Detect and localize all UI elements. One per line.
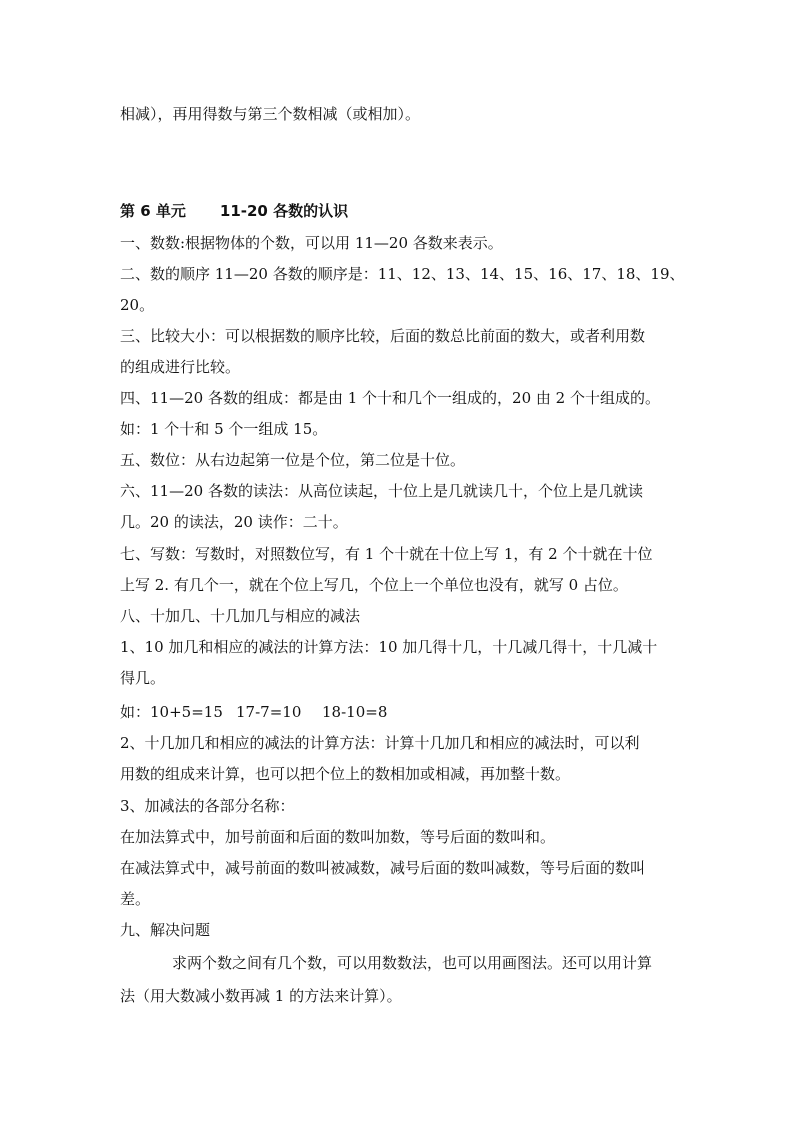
paragraph-line: 二、数的顺序 11—20 各数的顺序是：11、12、13、14、15、16、17、18、19、 (120, 265, 685, 283)
paragraph-line: 得几。 (120, 669, 166, 687)
paragraph-line: 七、写数：写数时，对照数位写，有 1 个十就在十位上写 1，有 2 个十就在十位 (120, 545, 653, 563)
example-prefix: 如： (120, 703, 151, 721)
paragraph-line: 上写 2. 有几个一，就在个位上写几，个位上一个单位也没有，就写 0 占位。 (120, 576, 628, 594)
indented-paragraph-line: 求两个数之间有几个数，可以用数数法，也可以用画图法。还可以用计算 (172, 954, 653, 972)
paragraph-line: 3、加减法的各部分名称： (120, 797, 295, 815)
paragraph-line: 1、10 加几和相应的减法的计算方法：10 加几得十几，十几减几得十，十几减十 (120, 638, 658, 656)
paragraph-line: 五、数位：从右边起第一位是个位，第二位是十位。 (120, 451, 466, 469)
paragraph-line: 法（用大数减小数再减 1 的方法来计算）。 (120, 987, 402, 1005)
paragraph-line: 用数的组成来计算，也可以把个位上的数相加或相减，再加整十数。 (120, 765, 571, 783)
paragraph-line: 三、比较大小：可以根据数的顺序比较，后面的数总比前面的数大，或者利用数 (120, 327, 646, 345)
paragraph-line: 四、11—20 各数的组成：都是由 1 个十和几个一组成的，20 由 2 个十组成的。 (120, 389, 660, 407)
paragraph-line: 一、数数:根据物体的个数，可以用 11—20 各数来表示。 (120, 234, 503, 252)
unit-number: 第 6 单元 (120, 202, 186, 220)
equation-3: 18-10=8 (322, 703, 388, 721)
example-equations (120, 702, 690, 722)
paragraph-line: 六、11—20 各数的读法：从高位读起，十位上是几就读几十，个位上是几就读 (120, 482, 643, 500)
paragraph-line: 在减法算式中，减号前面的数叫被减数，减号后面的数叫减数，等号后面的数叫 (120, 859, 646, 877)
paragraph-line: 20。 (120, 296, 155, 314)
unit-title: 11-20 各数的认识 (219, 202, 349, 220)
unit-heading (120, 201, 690, 221)
paragraph-line: 的组成进行比较。 (120, 358, 241, 376)
paragraph-line: 2、十几加几和相应的减法的计算方法：计算十几加几和相应的减法时，可以利 (120, 734, 640, 752)
equation-1: 10+5=15 (150, 703, 223, 721)
paragraph-line: 八、十加几、十几加几与相应的减法 (120, 607, 361, 625)
paragraph-line: 九、解决问题 (120, 921, 211, 939)
paragraph-line: 相减），再用得数与第三个数相减（或相加）。 (120, 105, 421, 123)
paragraph-line: 在加法算式中，加号前面和后面的数叫加数，等号后面的数叫和。 (120, 828, 556, 846)
paragraph-line: 几。20 的读法，20 读作：二十。 (120, 513, 348, 531)
equation-2: 17-7=10 (236, 703, 302, 721)
paragraph-line: 如：1 个十和 5 个一组成 15。 (120, 420, 328, 438)
paragraph-line: 差。 (120, 890, 151, 908)
